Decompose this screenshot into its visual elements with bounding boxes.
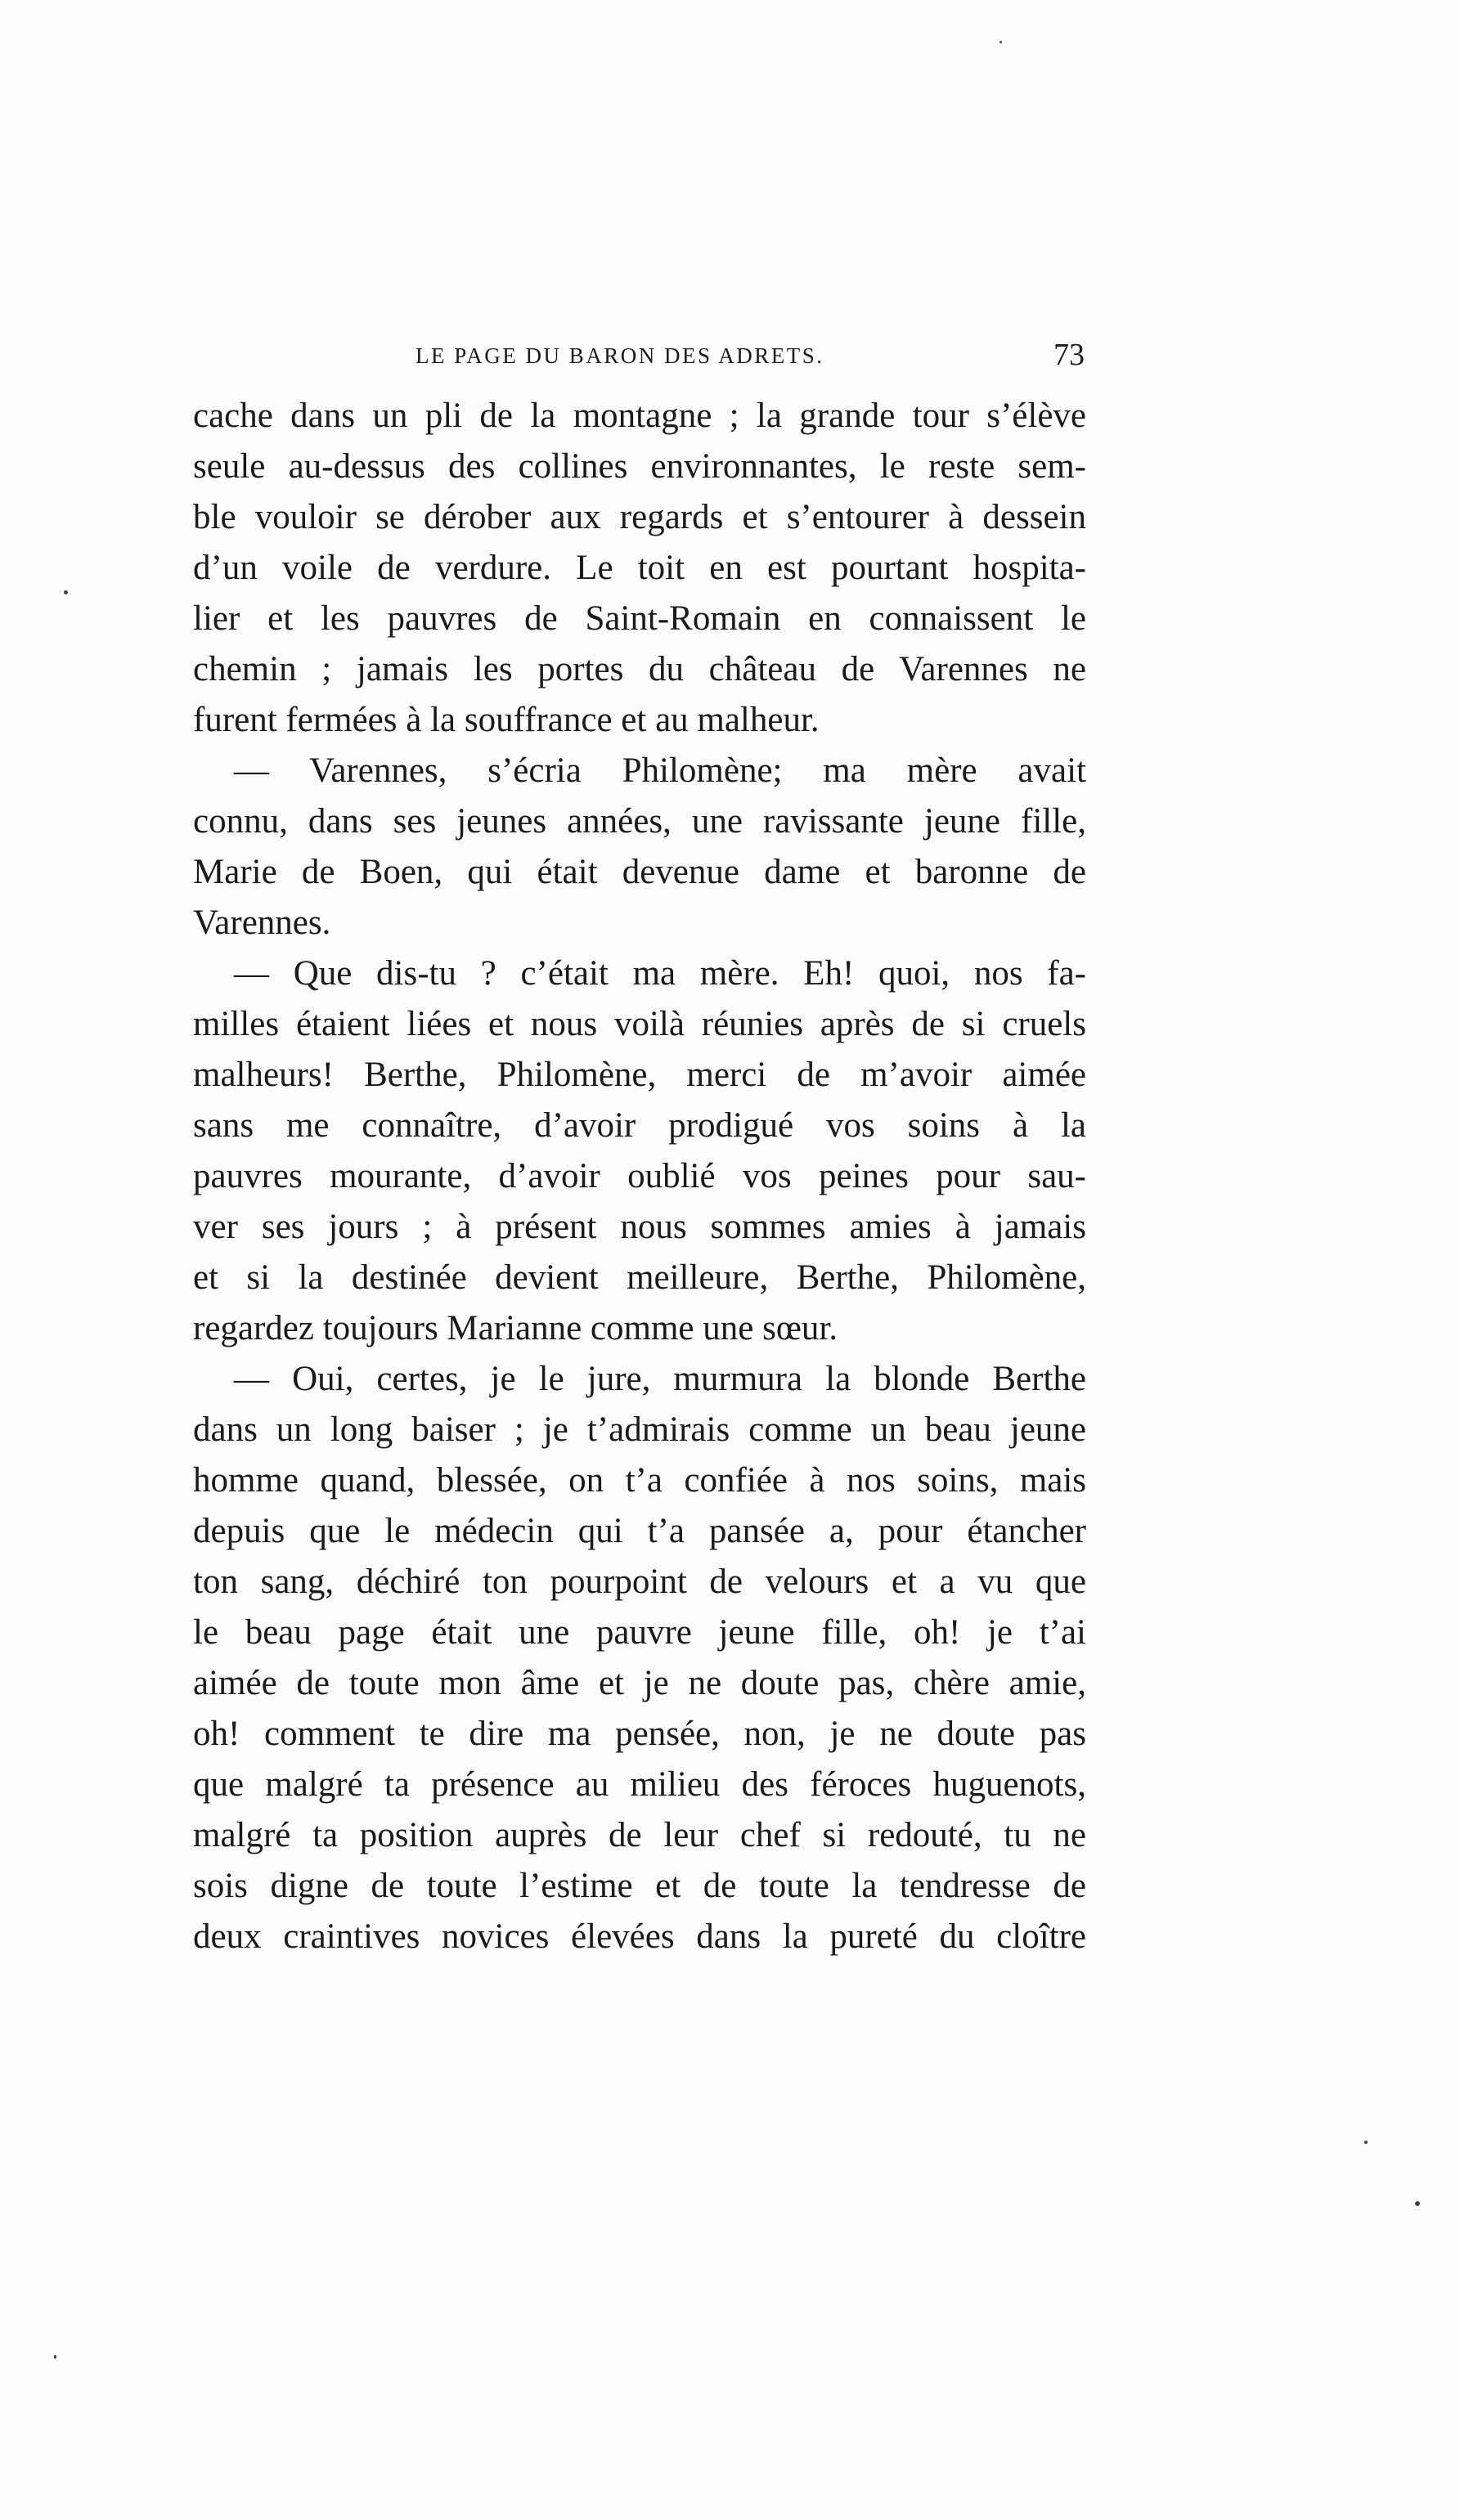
text-line: homme quand, blessée, on t’a confiée à nos soins, mais (193, 1461, 1086, 1500)
text-line: Varennes. (193, 904, 331, 942)
text-line: ver ses jours ; à présent nous sommes amies à jamais (193, 1208, 1086, 1246)
text-line: depuis que le médecin qui t’a pansée a, pour étancher (193, 1512, 1086, 1550)
text-line: dans un long baiser ; je t’admirais comme un beau jeune (193, 1410, 1086, 1449)
scan-speck (1415, 2201, 1420, 2206)
text-line: — Varennes, s’écria Philomène; ma mère avait (234, 751, 1086, 790)
text-line: furent fermées à la souffrance et au malheur. (193, 701, 820, 739)
text-line: sans me connaître, d’avoir prodigué vos soins à la (193, 1106, 1086, 1145)
text-line: chemin ; jamais les portes du château de Varennes ne (193, 650, 1086, 688)
text-line: malgré ta position auprès de leur chef si redouté, tu ne (193, 1816, 1086, 1854)
text-line: pauvres mourante, d’avoir oublié vos peines pour sau- (193, 1157, 1086, 1195)
text-line: regardez toujours Marianne comme une sœur. (193, 1309, 838, 1347)
text-line: milles étaient liées et nous voilà réunies après de si cruels (193, 1005, 1086, 1043)
page-number: 73 (1053, 338, 1085, 372)
text-line: ton sang, déchiré ton pourpoint de velours et a vu que (193, 1563, 1086, 1601)
running-title: LE PAGE DU BARON DES ADRETS. (416, 343, 824, 368)
text-line: oh! comment te dire ma pensée, non, je ne doute pas (193, 1715, 1086, 1753)
running-head (193, 337, 1086, 378)
text-line: seule au-dessus des collines environnantes, le reste sem- (193, 447, 1086, 486)
text-line: ble vouloir se dérober aux regards et s’entourer à dessein (193, 498, 1086, 536)
body-text (193, 391, 1086, 1962)
scan-speck (64, 590, 68, 594)
text-line: cache dans un pli de la montagne ; la grande tour s’élève (193, 397, 1086, 435)
text-line: — Oui, certes, je le jure, murmura la blonde Berthe (234, 1360, 1086, 1398)
text-line: sois digne de toute l’estime et de toute la tendresse de (193, 1867, 1086, 1905)
scan-speck (1364, 2141, 1368, 2144)
text-line: d’un voile de verdure. Le toit en est pourtant hospita- (193, 549, 1086, 587)
text-line: Marie de Boen, qui était devenue dame et baronne de (193, 853, 1086, 891)
text-line: lier et les pauvres de Saint-Romain en connaissent le (193, 599, 1086, 638)
scan-speck (1000, 41, 1002, 43)
text-line: le beau page était une pauvre jeune fille, oh! je t’ai (193, 1613, 1086, 1652)
text-line: — Que dis-tu ? c’était ma mère. Eh! quoi, nos fa- (234, 954, 1086, 993)
text-line: que malgré ta présence au milieu des féroces huguenots, (193, 1765, 1086, 1804)
text-line: malheurs! Berthe, Philomène, merci de m’avoir aimée (193, 1056, 1086, 1094)
scan-speck (54, 2355, 56, 2359)
text-line: deux craintives novices élevées dans la pureté du cloître (193, 1917, 1086, 1956)
text-line: aimée de toute mon âme et je ne doute pas, chère amie, (193, 1664, 1086, 1702)
text-line: et si la destinée devient meilleure, Berthe, Philomène, (193, 1258, 1086, 1297)
text-line: connu, dans ses jeunes années, une ravissante jeune fille, (193, 802, 1086, 841)
